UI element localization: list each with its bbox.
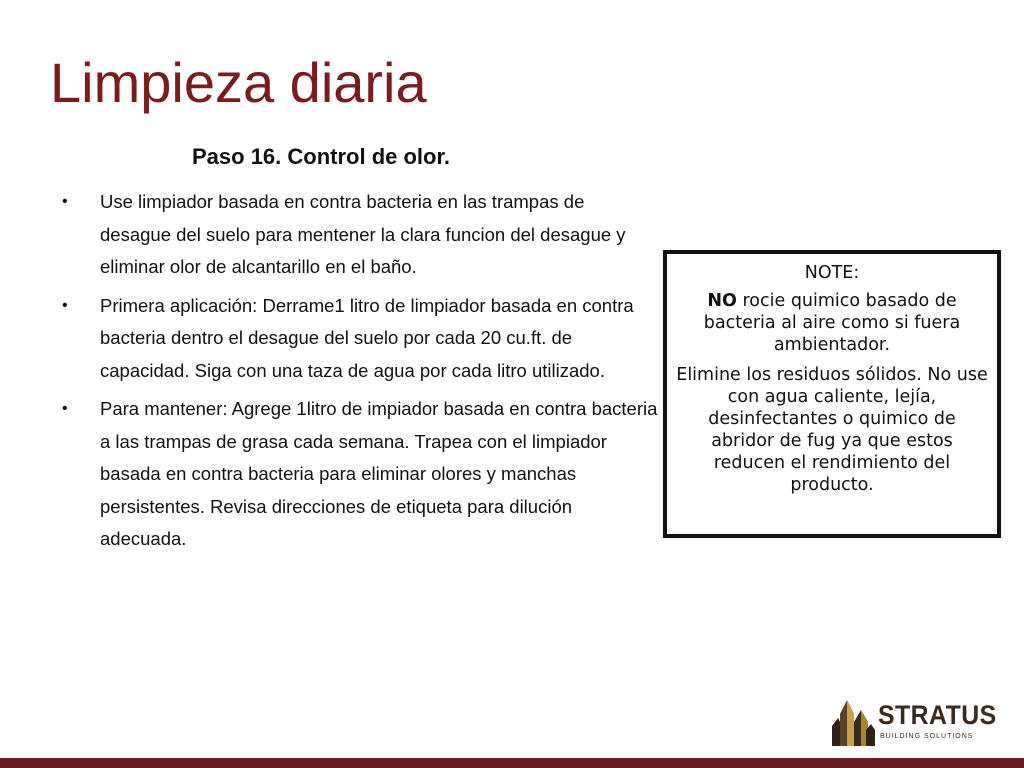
bullet-item: [56, 393, 660, 556]
bullet-marker: •: [62, 193, 68, 210]
bullet-marker: •: [62, 296, 68, 314]
buildings-icon: [830, 696, 876, 746]
note-warning: [675, 290, 989, 356]
note-warning-text: rocie quimico basado de bacteria al aire como si fuera ambientador.: [703, 291, 961, 355]
bullet-text: Use limpiador basada en contra bacteria en las trampas de desague del suelo para mentener la clara funcion del desague y eliminar olor de alcantarillo en el baño.: [100, 191, 626, 277]
logo-wordmark: STRATUS: [878, 700, 997, 730]
stratus-logo: [830, 696, 997, 748]
note-box: [663, 250, 1001, 538]
bullet-list: [56, 186, 660, 562]
slide-subtitle: Paso 16. Control de olor.: [192, 144, 450, 169]
note-warning-emphasis: NO: [707, 291, 737, 311]
note-instructions: Elimine los residuos sólidos. No use con agua caliente, lejía, desinfectantes o quimico de abridor de fug ya que estos reducen el rendimiento del producto.: [676, 365, 988, 495]
bullet-text: Para mantener: Agrege 1litro de impiador basada en contra bacteria a las trampas de grasa cada semana. Trapea con el limpiador basada en contra bacteria para eliminar olores y manchas persistentes. Revisa direcciones de etiqueta para dilución adecuada.: [100, 398, 658, 549]
bullet-item: [56, 186, 660, 284]
bullet-text: Primera aplicación: Derrame1 litro de limpiador basada en contra bacteria dentro el desague del suelo por cada 20 cu.ft. de capacidad. Siga con una taza de agua por cada litro utilizado.: [100, 294, 634, 381]
bullet-item: [56, 290, 660, 388]
footer-bar: [0, 758, 1024, 768]
bullet-marker: •: [62, 400, 68, 417]
note-heading: NOTE:: [804, 263, 860, 283]
logo-tagline: BUILDING SOLUTIONS: [880, 733, 974, 740]
slide-title: Limpieza diaria: [50, 51, 427, 114]
